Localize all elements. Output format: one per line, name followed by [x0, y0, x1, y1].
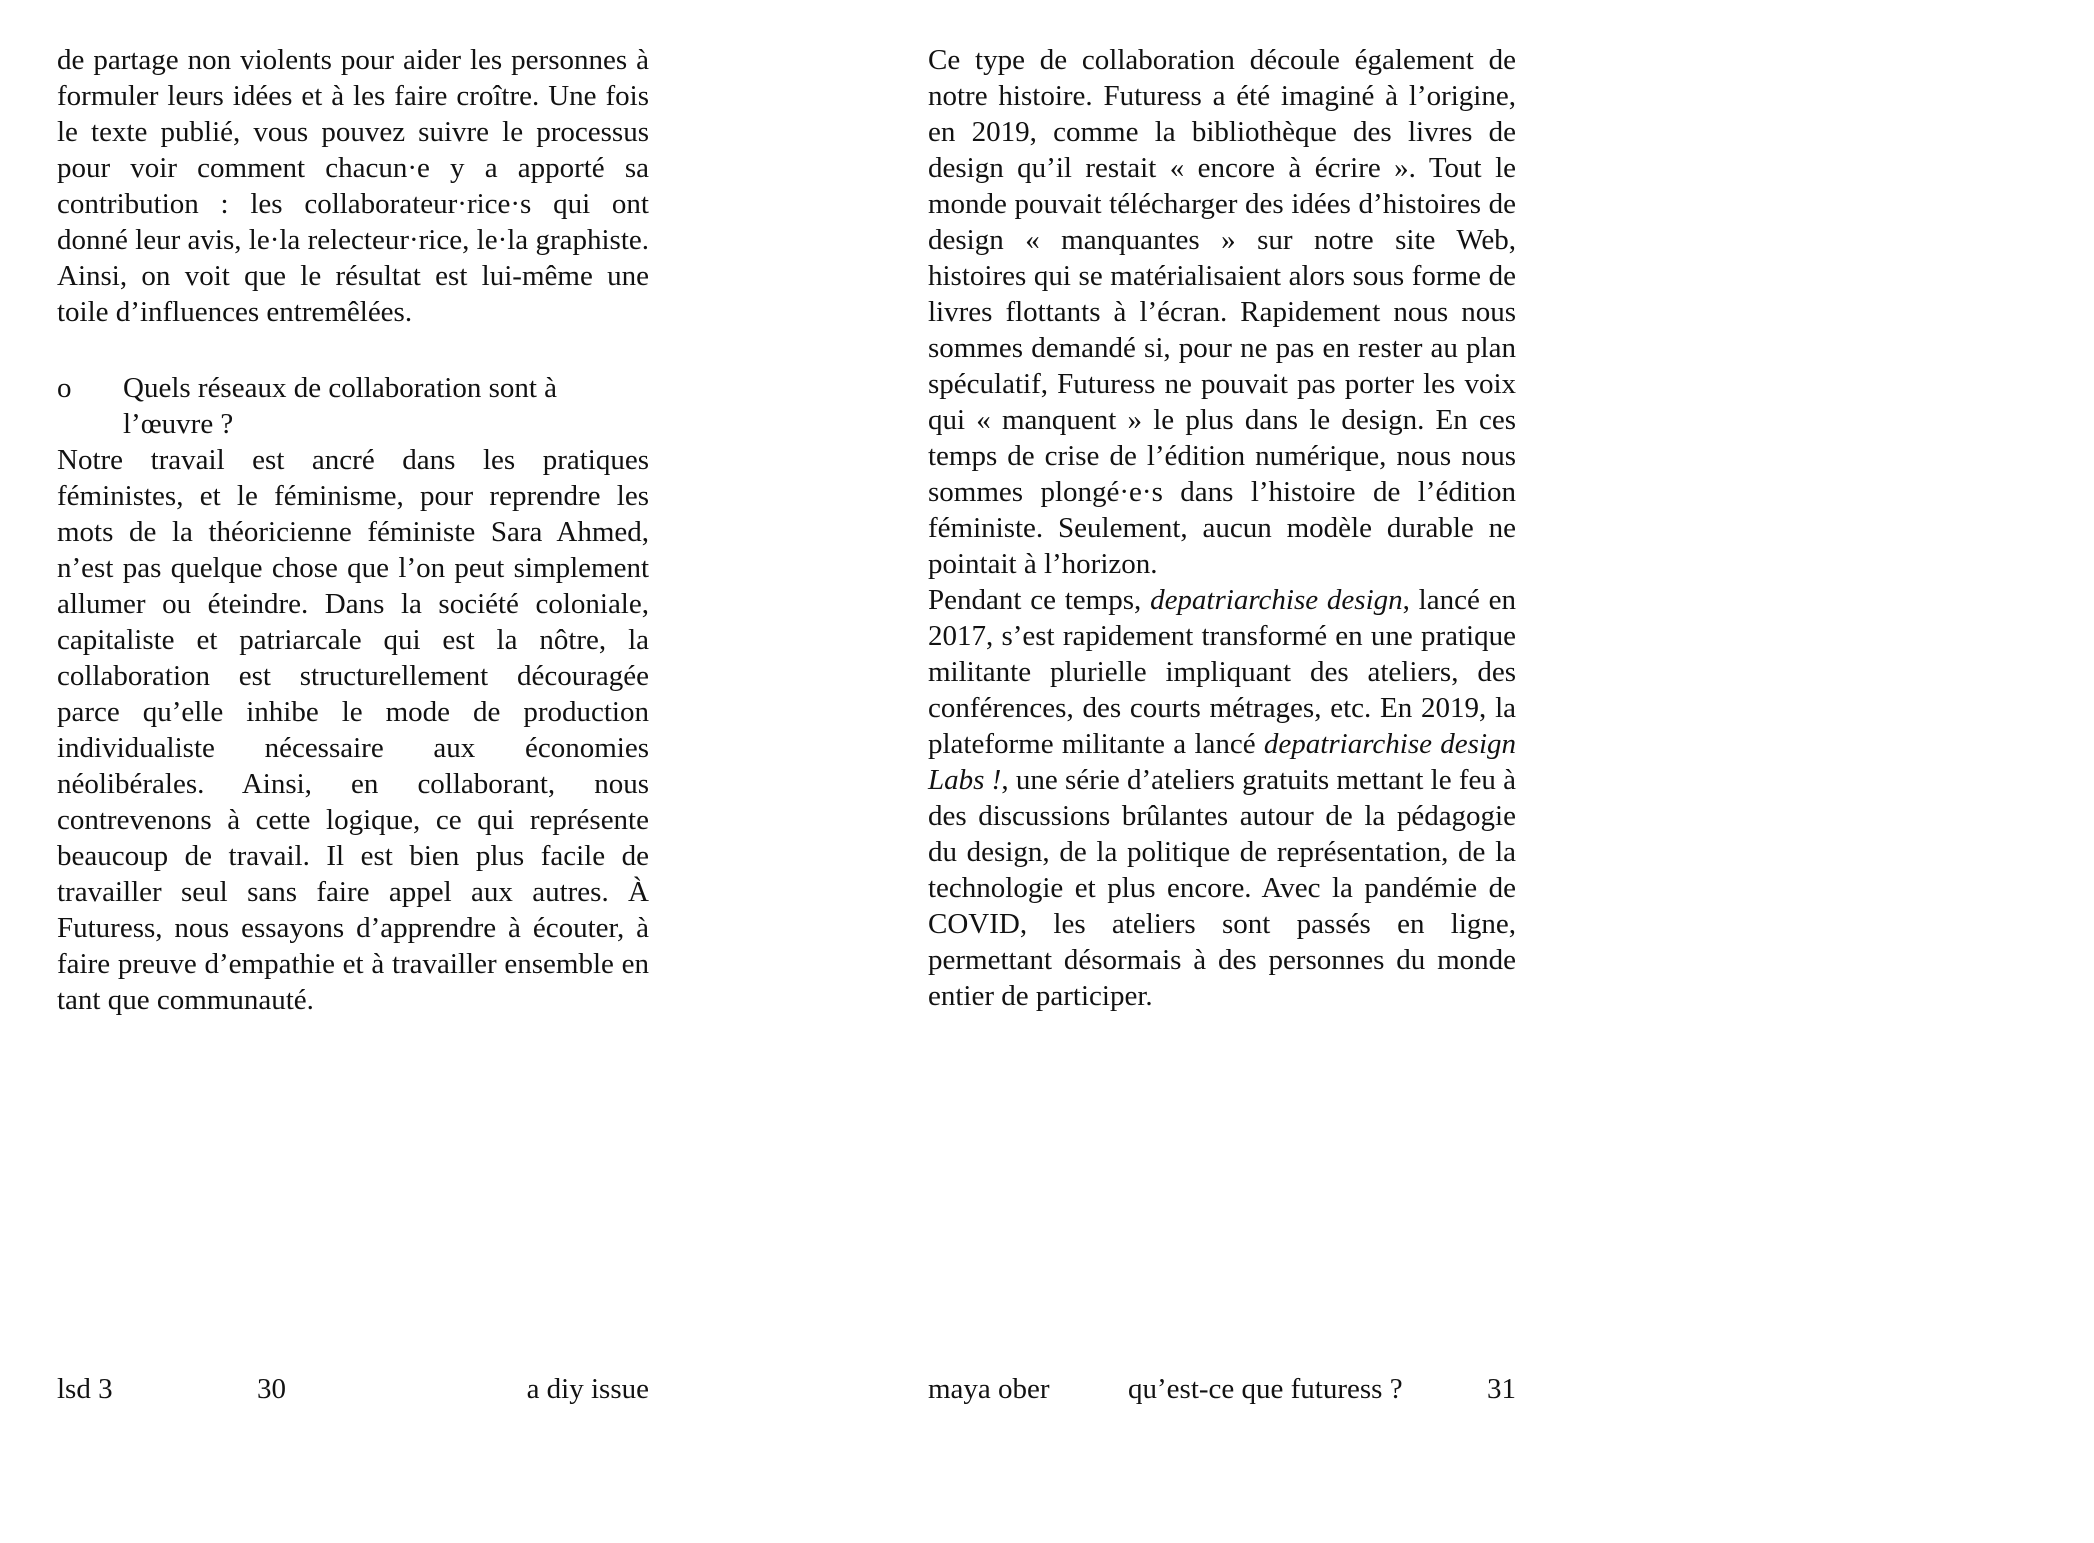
- footer-publication-label: lsd 3: [57, 1373, 113, 1405]
- paragraph: Ce type de collaboration découle également de notre histoire. Futuress a été imaginé à l’origine, en 2019, comme la bibliothèque des livres de design qu’il restait « encore à écrire ». Tout le monde pouvait télécharger des idées d’histoires de design « manquantes » sur notre site Web, histoires qui se matérialisaient alors sous forme de livres flottants à l’écran. Rapidement nous nous sommes demandé si, pour ne pas en rester au plan spéculatif, Futuress ne pouvait pas porter les voix qui « manquent » le plus dans le design. En ces temps de crise de l’édition numérique, nous nous sommes plongé·e·s dans l’histoire de l’édition féministe. Seulement, aucun modèle durable ne pointait à l’horizon.: [928, 44, 1516, 580]
- question-block: [57, 370, 649, 442]
- paragraph-segment: Pendant ce temps,: [928, 584, 1151, 616]
- paragraph-segment: , lancé en 2017, s’est rapidement transformé en une pratique militante plurielle impliquant des ateliers, des conférences, des courts métrages, etc. En 2019, la plateforme militante a lancé: [928, 584, 1517, 760]
- question-bullet: o: [57, 372, 72, 404]
- footer-page-number: 31: [1487, 1373, 1516, 1405]
- paragraph-segment-italic: depatriarchise design Labs !: [928, 728, 1516, 796]
- question-text: Quels réseaux de collaboration sont à l’œuvre ?: [123, 372, 558, 440]
- footer-issue-label: a diy issue: [526, 1373, 649, 1405]
- left-page-text-column: [57, 42, 649, 1018]
- paragraph-segment-italic: depatriarchise design: [1150, 584, 1403, 616]
- footer-article-title: qu’est-ce que futuress ?: [1128, 1373, 1403, 1405]
- footer-author-name: maya ober: [928, 1373, 1050, 1405]
- paragraph: [928, 582, 1516, 1014]
- paragraph-segment: , une série d’ateliers gratuits mettant le feu à des discussions brûlantes autour de la pédagogie du design, de la politique de représentation, de la technologie et plus encore. Avec la pandémie de COVID, les ateliers sont passés en ligne, permettant désormais à des personnes du monde entier de participer.: [928, 764, 1516, 1012]
- right-page-footer: [928, 1371, 1516, 1407]
- right-page-text-column: [928, 42, 1516, 1014]
- footer-page-number: 30: [257, 1373, 286, 1405]
- paragraph: de partage non violents pour aider les personnes à formuler leurs idées et à les faire croître. Une fois le texte publié, vous pouvez suivre le processus pour voir comment chacun·e y a apporté sa contribution : les collaborateur·rice·s qui ont donné leur avis, le·la relecteur·rice, le·la graphiste. Ainsi, on voit que le résultat est lui-même une toile d’influences entremêlées.: [57, 44, 649, 328]
- paragraph: Notre travail est ancré dans les pratiques féministes, et le féminisme, pour reprendre les mots de la théoricienne féministe Sara Ahmed, n’est pas quelque chose que l’on peut simplement allumer ou éteindre. Dans la société coloniale, capitaliste et patriarcale qui est la nôtre, la collaboration est structurellement découragée parce qu’elle inhibe le mode de production individualiste nécessaire aux économies néolibérales. Ainsi, en collaborant, nous contrevenons à cette logique, ce qui représente beaucoup de travail. Il est bien plus facile de travailler seul sans faire appel aux autres. À Futuress, nous essayons d’apprendre à écouter, à faire preuve d’empathie et à travailler ensemble en tant que communauté.: [57, 444, 649, 1016]
- left-page-footer: [57, 1371, 649, 1407]
